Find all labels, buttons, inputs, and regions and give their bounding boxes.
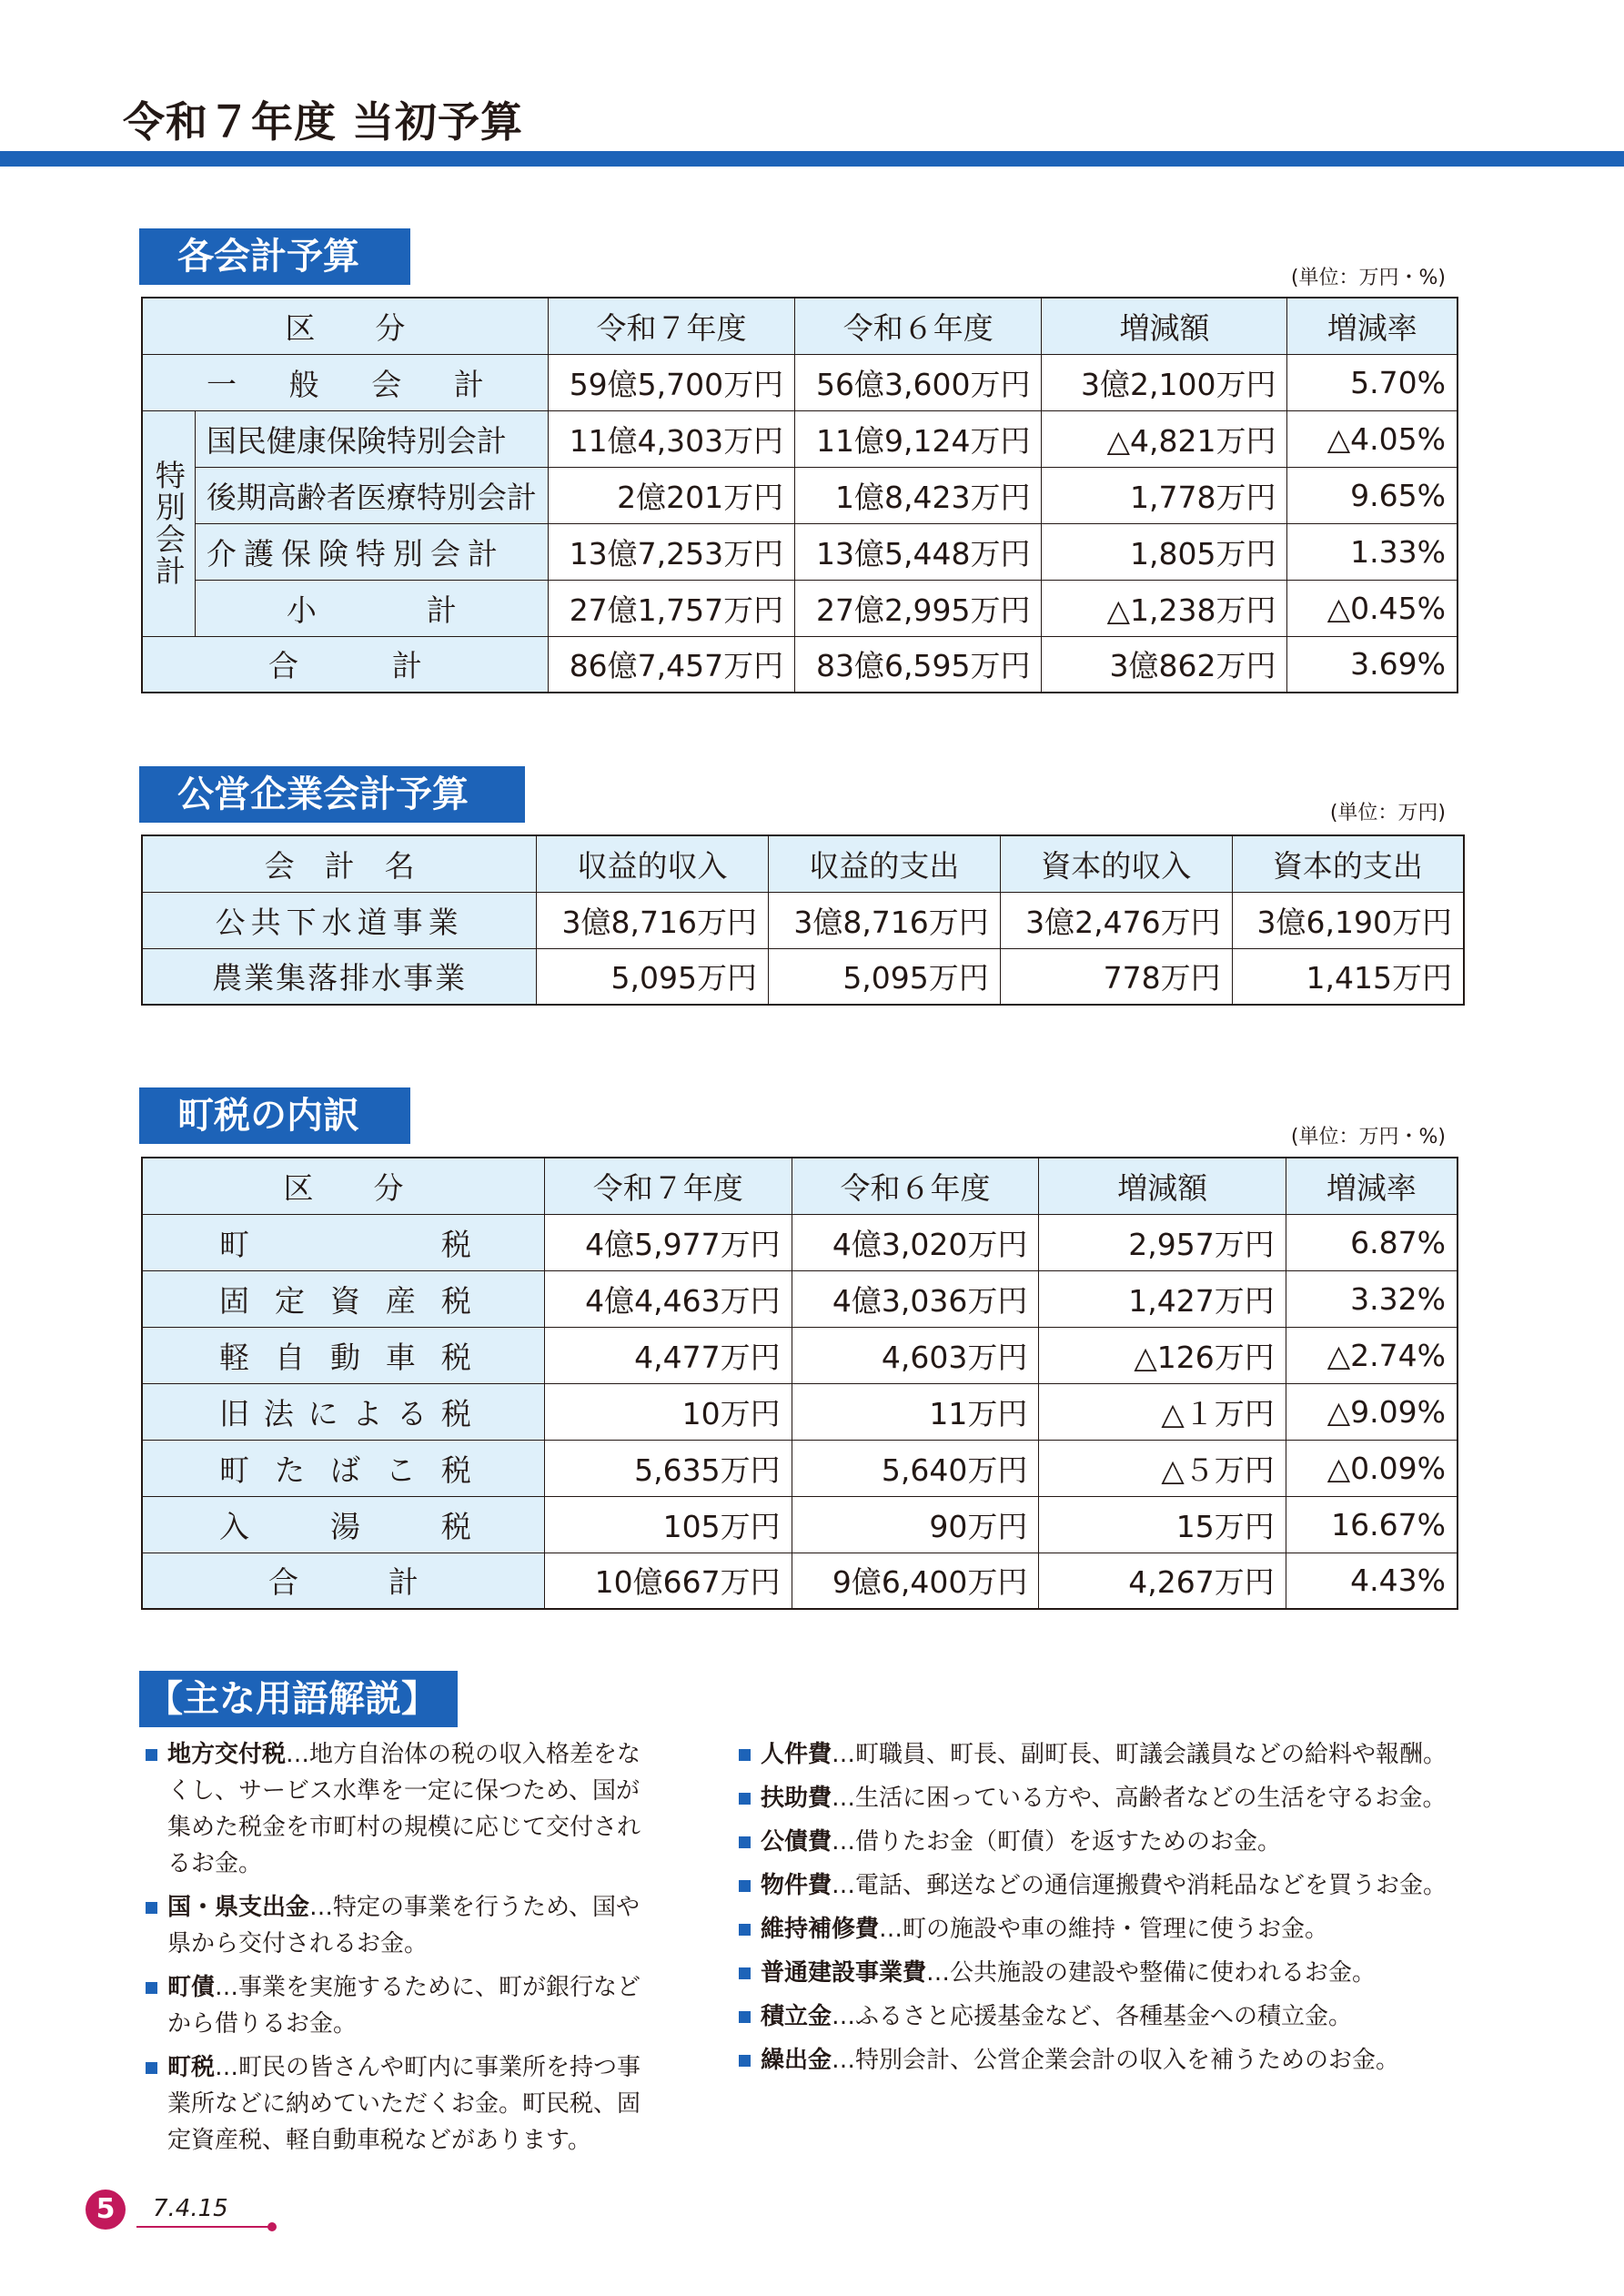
col-header: 増減額 <box>1039 1158 1286 1214</box>
cell: △9.09% <box>1286 1383 1458 1440</box>
cell: 1,778万円 <box>1042 467 1287 523</box>
table-row <box>142 636 1458 693</box>
table-row <box>142 410 1458 467</box>
table-row <box>142 1383 1458 1440</box>
cell: 4,603万円 <box>792 1327 1039 1383</box>
glossary-item: 積立金…ふるさと応援基金など、各種基金への積立金。 <box>737 1998 1483 2035</box>
row-label: 一 般 会 計 <box>142 354 548 410</box>
square-bullet-icon <box>739 1836 751 1848</box>
accounts-heading: 各会計予算 <box>139 228 410 285</box>
cell: 3億6,190万円 <box>1232 892 1464 948</box>
cell: 9億6,400万円 <box>792 1553 1039 1609</box>
table-row <box>142 523 1458 580</box>
row-label: 入 湯 税 <box>142 1496 544 1553</box>
cell: △５万円 <box>1039 1440 1286 1496</box>
glossary-item: 公債費…借りたお金（町債）を返すためのお金。 <box>737 1824 1483 1860</box>
table-header-row <box>142 835 1464 892</box>
square-bullet-icon <box>739 1967 751 1979</box>
glossary-item: 普通建設事業費…公共施設の建設や整備に使われるお金。 <box>737 1955 1483 1991</box>
table-row <box>142 892 1464 948</box>
square-bullet-icon <box>146 1902 157 1914</box>
cell: △0.45% <box>1287 580 1458 636</box>
cell: 83億6,595万円 <box>795 636 1042 693</box>
issue-date: 7.4.15 <box>153 2195 228 2222</box>
cell: 11億9,124万円 <box>795 410 1042 467</box>
glossary-item: 物件費…電話、郵送などの通信運搬費や消耗品などを買うお金。 <box>737 1867 1483 1904</box>
cell: 4億5,977万円 <box>544 1214 792 1270</box>
col-header: 令和６年度 <box>792 1158 1039 1214</box>
cell: △4,821万円 <box>1042 410 1287 467</box>
row-label: 介護保険特別会計 <box>195 523 548 580</box>
tax-heading: 町税の内訳 <box>139 1087 410 1144</box>
glossary-item: 繰出金…特別会計、公営企業会計の収入を補うためのお金。 <box>737 2042 1483 2079</box>
table-row <box>142 467 1458 523</box>
enterprise-unit: (単位：万円) <box>1329 802 1446 824</box>
cell: △4.05% <box>1287 410 1458 467</box>
row-label: 町 税 <box>142 1214 544 1270</box>
row-label: 公共下水道事業 <box>142 892 537 948</box>
glossary-item: 扶助費…生活に困っている方や、高齢者などの生活を守るお金。 <box>737 1780 1483 1816</box>
table-header-row <box>142 1158 1458 1214</box>
cell: 5,635万円 <box>544 1440 792 1496</box>
cell: 1億8,423万円 <box>795 467 1042 523</box>
cell: 27億1,757万円 <box>548 580 794 636</box>
row-label: 小 計 <box>195 580 548 636</box>
glossary-heading: 【主な用語解説】 <box>139 1671 458 1727</box>
cell: 5,640万円 <box>792 1440 1039 1496</box>
tax-unit: (単位：万円・%) <box>1290 1126 1446 1148</box>
col-header: 増減率 <box>1286 1158 1458 1214</box>
table-header-row <box>142 298 1458 354</box>
row-label: 合 計 <box>142 1553 544 1609</box>
row-label: 後期高齢者医療特別会計 <box>195 467 548 523</box>
cell: 4,267万円 <box>1039 1553 1286 1609</box>
accounts-unit: (単位：万円・%) <box>1290 267 1446 289</box>
row-label: 国民健康保険特別会計 <box>195 410 548 467</box>
cell: 13億5,448万円 <box>795 523 1042 580</box>
cell: 105万円 <box>544 1496 792 1553</box>
cell: 1,427万円 <box>1039 1270 1286 1327</box>
cell: 56億3,600万円 <box>795 354 1042 410</box>
row-label: 農業集落排水事業 <box>142 948 537 1005</box>
col-header: 増減額 <box>1042 298 1287 354</box>
cell: 3.32% <box>1286 1270 1458 1327</box>
cell: 27億2,995万円 <box>795 580 1042 636</box>
glossary-right-column <box>737 1736 1483 2086</box>
cell: 16.67% <box>1286 1496 1458 1553</box>
cell: 6.87% <box>1286 1214 1458 1270</box>
row-label: 町 た ば こ 税 <box>142 1440 544 1496</box>
table-row <box>142 354 1458 410</box>
table-row <box>142 1553 1458 1609</box>
cell: 4.43% <box>1286 1553 1458 1609</box>
square-bullet-icon <box>146 2062 157 2074</box>
square-bullet-icon <box>739 1793 751 1805</box>
glossary-left-column <box>144 1736 653 2166</box>
cell: 3億2,476万円 <box>1000 892 1232 948</box>
table-row <box>142 1270 1458 1327</box>
row-label: 固 定 資 産 税 <box>142 1270 544 1327</box>
enterprise-heading: 公営企業会計予算 <box>139 766 525 823</box>
col-header: 令和７年度 <box>544 1158 792 1214</box>
cell: △0.09% <box>1286 1440 1458 1496</box>
table-row <box>142 1496 1458 1553</box>
square-bullet-icon <box>739 2055 751 2067</box>
square-bullet-icon <box>146 1982 157 1994</box>
square-bullet-icon <box>739 2011 751 2023</box>
special-group-label: 特別会計 <box>142 410 195 636</box>
cell: 3.69% <box>1287 636 1458 693</box>
cell: 11億4,303万円 <box>548 410 794 467</box>
glossary-item: 地方交付税…地方自治体の税の収入格差をなくし、サービス水準を一定に保つため、国が集めた税金を市町村の規模に応じて交付されるお金。 <box>144 1736 653 1882</box>
table-row <box>142 580 1458 636</box>
accounts-table <box>141 297 1458 693</box>
enterprise-table <box>141 834 1465 1006</box>
cell: △126万円 <box>1039 1327 1286 1383</box>
table-row <box>142 1327 1458 1383</box>
cell: 3億8,716万円 <box>768 892 1000 948</box>
cell: 1,415万円 <box>1232 948 1464 1005</box>
row-label: 旧 法 に よ る 税 <box>142 1383 544 1440</box>
col-header: 収益的収入 <box>537 835 769 892</box>
col-header: 資本的支出 <box>1232 835 1464 892</box>
title-underline-bar <box>0 151 1624 167</box>
cell: 10億667万円 <box>544 1553 792 1609</box>
cell: △１万円 <box>1039 1383 1286 1440</box>
cell: 1.33% <box>1287 523 1458 580</box>
cell: 778万円 <box>1000 948 1232 1005</box>
cell: 4億3,020万円 <box>792 1214 1039 1270</box>
cell: 3億862万円 <box>1042 636 1287 693</box>
col-header: 資本的収入 <box>1000 835 1232 892</box>
glossary-item: 町税…町民の皆さんや町内に事業所を持つ事業所などに納めていただくお金。町民税、固定資産税、軽自動車税などがあります。 <box>144 2049 653 2159</box>
cell: 13億7,253万円 <box>548 523 794 580</box>
table-row <box>142 1440 1458 1496</box>
col-header: 増減率 <box>1287 298 1458 354</box>
cell: 5,095万円 <box>768 948 1000 1005</box>
cell: 4,477万円 <box>544 1327 792 1383</box>
cell: 1,805万円 <box>1042 523 1287 580</box>
cell: 3億2,100万円 <box>1042 354 1287 410</box>
glossary-item: 維持補修費…町の施設や車の維持・管理に使うお金。 <box>737 1911 1483 1947</box>
page-title: 令和７年度 当初予算 <box>123 97 524 147</box>
cell: 15万円 <box>1039 1496 1286 1553</box>
row-label: 軽 自 動 車 税 <box>142 1327 544 1383</box>
cell: 4億3,036万円 <box>792 1270 1039 1327</box>
glossary-item: 町債…事業を実施するために、町が銀行などから借りるお金。 <box>144 1969 653 2042</box>
col-header: 会 計 名 <box>142 835 537 892</box>
date-underline <box>136 2226 271 2228</box>
glossary-item: 国・県支出金…特定の事業を行うため、国や県から交付されるお金。 <box>144 1889 653 1962</box>
row-label: 合 計 <box>142 636 548 693</box>
cell: 90万円 <box>792 1496 1039 1553</box>
date-underline-dot <box>267 2222 277 2231</box>
cell: 4億4,463万円 <box>544 1270 792 1327</box>
table-row <box>142 948 1464 1005</box>
cell: 5,095万円 <box>537 948 769 1005</box>
col-header: 令和７年度 <box>548 298 794 354</box>
cell: 10万円 <box>544 1383 792 1440</box>
cell: 2億201万円 <box>548 467 794 523</box>
col-header: 区 分 <box>142 298 548 354</box>
col-header: 区 分 <box>142 1158 544 1214</box>
square-bullet-icon <box>739 1880 751 1892</box>
cell: △2.74% <box>1286 1327 1458 1383</box>
col-header: 令和６年度 <box>795 298 1042 354</box>
cell: 59億5,700万円 <box>548 354 794 410</box>
glossary-item: 人件費…町職員、町長、副町長、町議会議員などの給料や報酬。 <box>737 1736 1483 1773</box>
page-number: 5 <box>86 2190 126 2230</box>
col-header: 収益的支出 <box>768 835 1000 892</box>
cell: 86億7,457万円 <box>548 636 794 693</box>
cell: △1,238万円 <box>1042 580 1287 636</box>
cell: 9.65% <box>1287 467 1458 523</box>
cell: 2,957万円 <box>1039 1214 1286 1270</box>
square-bullet-icon <box>146 1749 157 1761</box>
square-bullet-icon <box>739 1749 751 1761</box>
cell: 11万円 <box>792 1383 1039 1440</box>
table-row <box>142 1214 1458 1270</box>
square-bullet-icon <box>739 1924 751 1936</box>
cell: 3億8,716万円 <box>537 892 769 948</box>
cell: 5.70% <box>1287 354 1458 410</box>
tax-table <box>141 1157 1458 1610</box>
